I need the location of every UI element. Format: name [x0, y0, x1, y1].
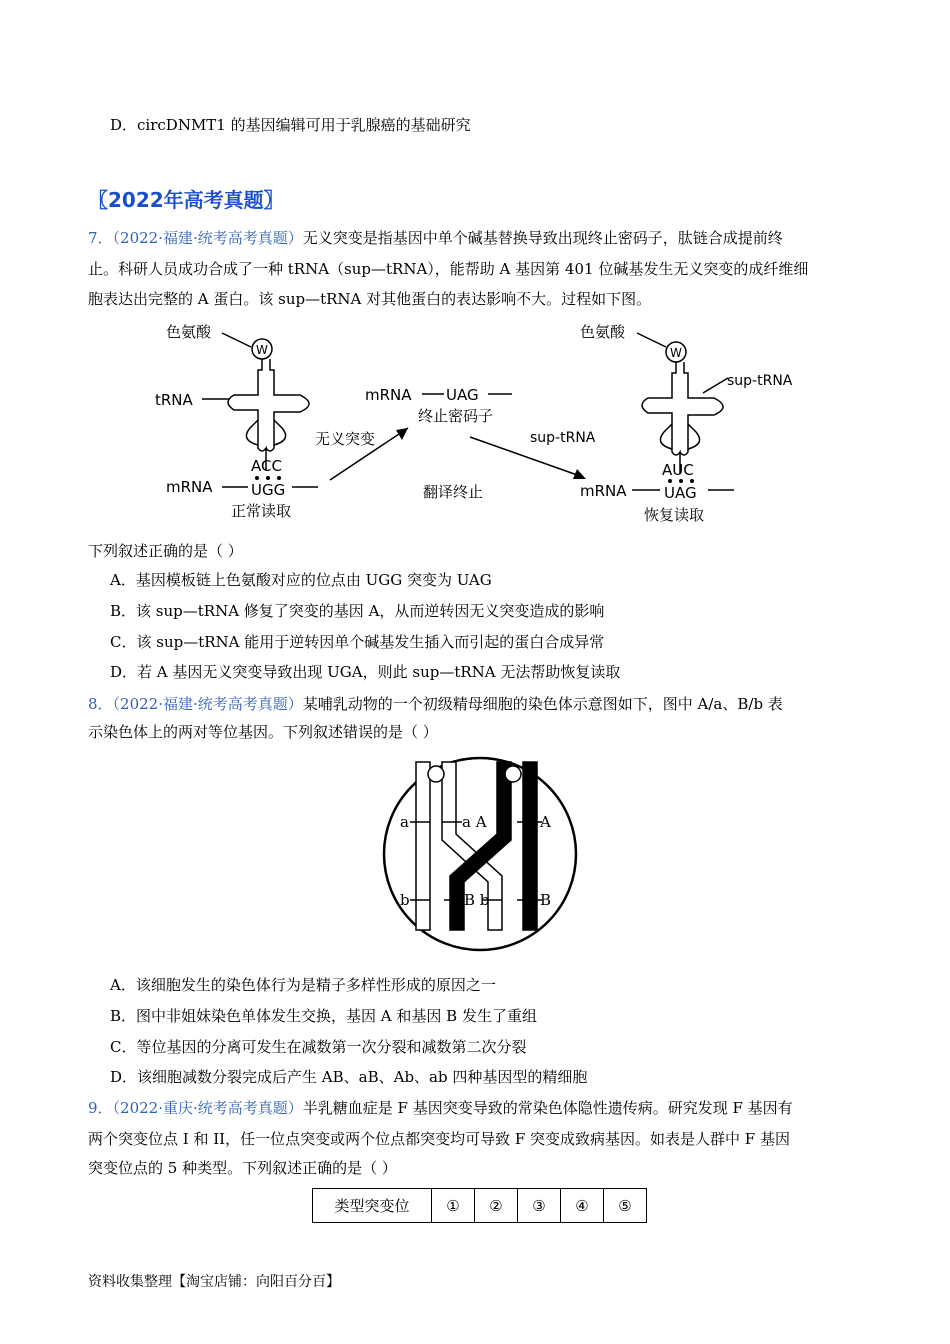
table-header-cell: ④: [561, 1189, 604, 1223]
q9-stem-line3: 突变位点的 5 种类型。下列叙述正确的是（ ）: [88, 1159, 397, 1177]
q8-option-c: C．等位基因的分离可发生在减数第一次分裂和减数第二次分裂: [110, 1038, 527, 1056]
arrow1-label: 无义突变: [315, 430, 376, 448]
q8-number: 8．: [88, 695, 113, 713]
table-header-cell: ③: [518, 1189, 561, 1223]
q8-stem-line2: 示染色体上的两对等位基因。下列叙述错误的是（ ）: [88, 723, 438, 741]
right-trna-anticodon-loop: [660, 424, 699, 449]
q7-stem-1: 无义突变是指基因中单个碱基替换导致出现终止密码子，肽链合成提前终: [302, 229, 783, 247]
table-header-cell: ②: [475, 1189, 518, 1223]
q8-option-d: D．该细胞减数分裂完成后产生 AB、aB、Ab、ab 四种基因型的精细胞: [110, 1068, 588, 1086]
q7-trna-figure: [0, 0, 950, 540]
q9-stem-1: 半乳糖血症是 F 基因突变导致的常染色体隐性遗传病。研究发现 F 基因有: [302, 1099, 793, 1117]
left-trna-anticodon-loop: [246, 420, 285, 445]
right-trna-pointer: [703, 378, 728, 393]
left-mrna-label: mRNA: [166, 478, 213, 496]
section-title: 〖2022年高考真题〗: [88, 188, 284, 212]
gene-label-A-right: A: [540, 813, 551, 831]
q7-option-d: D．若 A 基因无义突变导致出现 UGA，则此 sup—tRNA 无法帮助恢复读取: [110, 663, 621, 681]
gene-label-b-left: b: [400, 891, 410, 909]
q7-stem-line2: 止。科研人员成功合成了一种 tRNA（sup—tRNA），能帮助 A 基因第 401 位碱基发生无义突变的成纤维细: [88, 260, 809, 278]
left-aa-label: 色氨酸: [166, 323, 212, 341]
table-header-cell: ⑤: [604, 1189, 647, 1223]
page-footer: 资料收集整理【淘宝店铺：向阳百分百】: [88, 1274, 340, 1290]
q8-stem-line1: [88, 694, 783, 714]
right-caption: 恢复读取: [644, 506, 705, 524]
left-codon: UGG: [251, 481, 286, 499]
mid-mrna-label: mRNA: [365, 386, 412, 404]
right-anticodon: AUC: [662, 461, 694, 479]
gene-label-a-A-mid: a A: [462, 813, 487, 831]
left-w-label: W: [256, 343, 268, 357]
q9-type-table: [312, 1188, 647, 1223]
q7-option-c: C．该 sup—tRNA 能用于逆转因单个碱基发生插入而引起的蛋白合成异常: [110, 633, 605, 651]
q8-option-b: B．图中非姐妹染色单体发生交换，基因 A 和基因 B 发生了重组: [110, 1007, 537, 1025]
right-mrna-label: mRNA: [580, 482, 627, 500]
q8-chromosome-figure: [380, 748, 580, 960]
gene-label-B-right: B: [540, 891, 552, 909]
right-w-label: W: [670, 346, 682, 360]
q9-number: 9．: [88, 1099, 113, 1117]
chromatid-1: [416, 762, 430, 930]
left-caption: 正常读取: [231, 502, 292, 520]
prev-option-d: D．circDNMT1 的基因编辑可用于乳腺癌的基础研究: [110, 116, 471, 134]
table-header-cell: 类型突变位: [313, 1189, 432, 1223]
mid-caption: 终止密码子: [418, 407, 494, 425]
right-aa-label: 色氨酸: [580, 323, 626, 341]
left-trna-label: tRNA: [155, 391, 193, 409]
q7-number: 7．: [88, 229, 113, 247]
right-codon: UAG: [664, 484, 697, 502]
gene-label-a-left: a: [400, 813, 409, 831]
mid-codon: UAG: [446, 386, 479, 404]
right-trna-label: sup-tRNA: [727, 373, 793, 389]
q9-stem-line2: 两个突变位点 I 和 II，任一位点突变或两个位点都突变均可导致 F 突变成致病基因。如表是人群中 F 基因: [88, 1130, 790, 1148]
q9-source: （2022·重庆·统考高考真题）: [112, 1099, 303, 1117]
mid-bottom-caption: 翻译终止: [423, 483, 484, 501]
q7-prompt: 下列叙述正确的是（ ）: [88, 542, 243, 560]
q8-option-a: A．该细胞发生的染色体行为是精子多样性形成的原因之一: [110, 976, 496, 994]
q7-stem-line3: 胞表达出完整的 A 蛋白。该 sup—tRNA 对其他蛋白的表达影响不大。过程如下图。: [88, 290, 652, 308]
left-anticodon: ACC: [251, 457, 282, 475]
q8-source: （2022·福建·统考高考真题）: [112, 695, 303, 713]
table-row: [313, 1189, 647, 1223]
table-header-cell: ①: [432, 1189, 475, 1223]
right-trna-body: [642, 362, 723, 474]
q7-option-a: A．基因模板链上色氨酸对应的位点由 UGG 突变为 UAG: [110, 571, 492, 589]
q9-stem-line1: [88, 1098, 793, 1118]
q7-source: （2022·福建·统考高考真题）: [112, 229, 303, 247]
gene-label-B-b-mid: B b: [464, 891, 490, 909]
arrow2-label: sup-tRNA: [530, 430, 596, 446]
chromatid-4: [523, 762, 537, 930]
right-aa-pointer: [637, 333, 666, 347]
left-aa-pointer: [222, 333, 251, 347]
q8-stem-1: 某哺乳动物的一个初级精母细胞的染色体示意图如下，图中 A/a、B/b 表: [302, 695, 783, 713]
q7-option-b: B．该 sup—tRNA 修复了突变的基因 A，从而逆转因无义突变造成的影响: [110, 602, 605, 620]
left-trna-body: [228, 359, 309, 470]
